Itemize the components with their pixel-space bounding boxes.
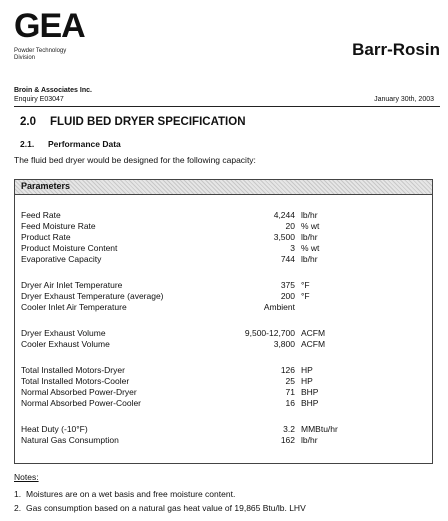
row-value: 375 — [280, 280, 295, 290]
company-name: Barr-Rosin — [352, 40, 440, 59]
row-unit: °F — [301, 280, 310, 290]
logo-wordmark: GEA — [14, 7, 85, 45]
row-unit: lb/hr — [301, 435, 318, 445]
row-value: 71 — [285, 387, 295, 397]
row-value: 4,244 — [273, 210, 295, 220]
row-value: 3 — [290, 243, 295, 253]
table-header — [15, 180, 432, 195]
row-value: 126 — [280, 365, 295, 375]
row-label: Product Rate — [21, 232, 71, 242]
row-value: 744 — [280, 254, 295, 264]
subsection-heading — [20, 139, 121, 149]
client-name: Broin & Associates Inc. — [14, 87, 92, 94]
table-row — [21, 387, 421, 398]
parameters-table — [14, 179, 433, 464]
note-text: Gas consumption based on a natural gas heat value of 19,865 Btu/lb. LHV — [26, 503, 306, 513]
row-unit: BHP — [301, 387, 319, 397]
note-item — [14, 503, 306, 513]
row-label: Evaporative Capacity — [21, 254, 102, 264]
table-row — [21, 328, 421, 339]
enquiry-number: Enquiry E03047 — [14, 96, 64, 103]
row-value: 3,500 — [273, 232, 295, 242]
subsection-number: 2.1. — [20, 139, 35, 149]
row-label: Cooler Inlet Air Temperature — [21, 302, 127, 312]
row-label: Dryer Air Inlet Temperature — [21, 280, 123, 290]
row-value: 200 — [280, 291, 295, 301]
note-number: 2. — [14, 503, 22, 513]
row-value: 3.2 — [283, 424, 295, 434]
table-row — [21, 254, 421, 265]
row-label: Total Installed Motors-Dryer — [21, 365, 125, 375]
row-unit: lb/hr — [301, 210, 318, 220]
header-divider — [14, 106, 440, 107]
row-value: 162 — [280, 435, 295, 445]
section-title: FLUID BED DRYER SPECIFICATION — [50, 116, 246, 128]
row-label: Heat Duty (-10°F) — [21, 424, 88, 434]
table-row — [21, 339, 421, 350]
table-row — [21, 435, 421, 446]
table-row — [21, 398, 421, 409]
table-row — [21, 424, 421, 435]
row-label: Natural Gas Consumption — [21, 435, 119, 445]
row-label: Feed Rate — [21, 210, 61, 220]
row-unit: °F — [301, 291, 310, 301]
row-unit: % wt — [301, 221, 320, 231]
table-row — [21, 232, 421, 243]
row-label: Product Moisture Content — [21, 243, 118, 253]
document-date: January 30th, 2003 — [374, 96, 434, 103]
row-unit: HP — [301, 365, 313, 375]
gea-logo — [14, 8, 134, 62]
note-text: Moistures are on a wet basis and free moisture content. — [26, 489, 236, 499]
section-number: 2.0 — [20, 116, 36, 128]
row-unit: MMBtu/hr — [301, 424, 338, 434]
row-label: Normal Absorbed Power-Dryer — [21, 387, 137, 397]
row-unit: % wt — [301, 243, 320, 253]
row-unit: BHP — [301, 398, 319, 408]
table-row — [21, 376, 421, 387]
row-unit: lb/hr — [301, 232, 318, 242]
row-value: 9,500-12,700 — [244, 328, 295, 338]
row-value: 3,800 — [273, 339, 295, 349]
row-label: Dryer Exhaust Temperature (average) — [21, 291, 164, 301]
table-row — [21, 302, 421, 313]
table-row — [21, 210, 421, 221]
subsection-title: Performance Data — [48, 139, 121, 149]
row-label: Feed Moisture Rate — [21, 221, 96, 231]
notes-title: Notes: — [14, 472, 39, 482]
row-value: Ambient — [263, 302, 295, 312]
row-unit: HP — [301, 376, 313, 386]
note-number: 1. — [14, 489, 22, 499]
table-row — [21, 221, 421, 232]
intro-text: The fluid bed dryer would be designed for the following capacity: — [14, 155, 256, 165]
row-value: 16 — [285, 398, 295, 408]
row-label: Dryer Exhaust Volume — [21, 328, 106, 338]
row-unit: lb/hr — [301, 254, 318, 264]
table-row — [21, 291, 421, 302]
row-value: 25 — [285, 376, 295, 386]
row-label: Total Installed Motors-Cooler — [21, 376, 130, 386]
note-item — [14, 489, 235, 499]
table-row — [21, 280, 421, 291]
row-label: Cooler Exhaust Volume — [21, 339, 110, 349]
logo-subtitle-line-2: Division — [14, 55, 36, 61]
logo-subtitle-line-1: Powder Technology — [14, 48, 67, 54]
row-unit: ACFM — [301, 328, 326, 338]
table-header-label: Parameters — [21, 181, 71, 191]
section-heading — [20, 116, 246, 128]
row-label: Normal Absorbed Power-Cooler — [21, 398, 141, 408]
row-unit: ACFM — [301, 339, 326, 349]
table-row — [21, 365, 421, 376]
table-row — [21, 243, 421, 254]
row-value: 20 — [285, 221, 295, 231]
